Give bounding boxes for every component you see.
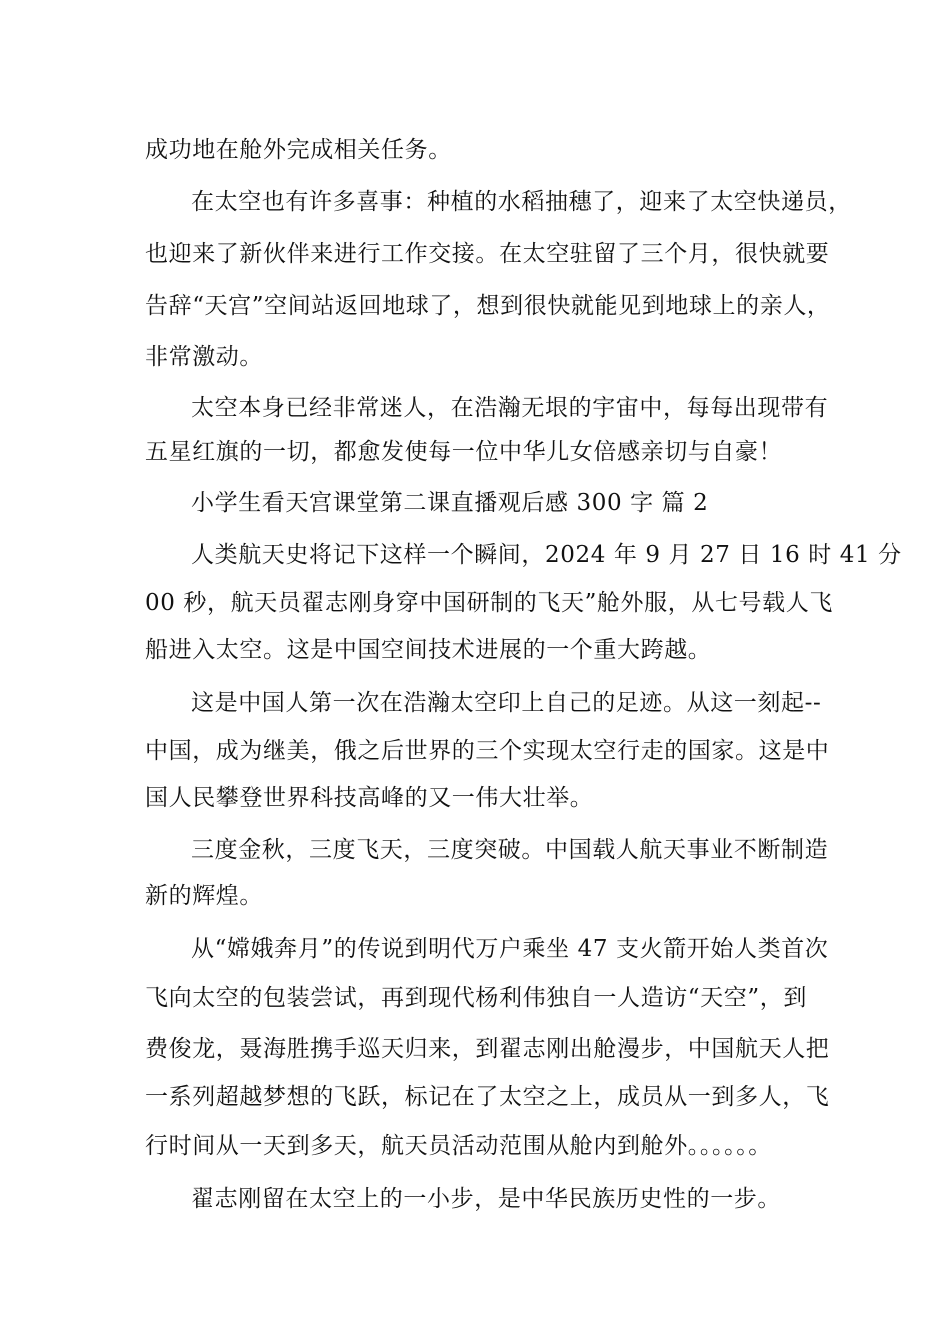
text-line-21: 行时间从一天到多天，航天员活动范围从舱内到舱外。。。。。。 bbox=[145, 1133, 772, 1159]
text-line-7: 五星红旗的一切，都愈发使每一位中华儿女倍感亲切与自豪！ bbox=[145, 439, 783, 465]
text-line-3: 也迎来了新伙伴来进行工作交接。在太空驻留了三个月，很快就要 bbox=[145, 241, 830, 267]
text-line-18: 飞向太空的包装尝试，再到现代杨利伟独自一人造访“天空”，到 bbox=[145, 985, 807, 1011]
text-line-4: 告辞“天宫”空间站返回地球了，想到很快就能见到地球上的亲人， bbox=[145, 293, 831, 319]
text-line-9: 人类航天史将记下这样一个瞬间，2024 年 9 月 27 日 16 时 41 分 bbox=[191, 542, 902, 568]
text-line-20: 一系列超越梦想的飞跃，标记在了太空之上，成员从一到多人，飞 bbox=[145, 1084, 830, 1110]
text-line-13: 中国，成为继美，俄之后世界的三个实现太空行走的国家。这是中 bbox=[145, 738, 830, 764]
text-line-19: 费俊龙，聂海胜携手巡天归来，到翟志刚出舱漫步，中国航天人把 bbox=[145, 1036, 830, 1062]
text-line-2: 在太空也有许多喜事：种植的水稻抽穗了，迎来了太空快递员， bbox=[191, 189, 852, 215]
text-line-10: 00 秒，航天员翟志刚身穿中国研制的飞天”舱外服，从七号载人飞 bbox=[145, 590, 833, 616]
text-line-6: 太空本身已经非常迷人，在浩瀚无垠的宇宙中，每每出现带有 bbox=[191, 395, 829, 421]
text-line-16: 新的辉煌。 bbox=[145, 883, 263, 909]
text-line-12: 这是中国人第一次在浩瀚太空印上自己的足迹。从这一刻起-- bbox=[191, 690, 822, 716]
text-line-11: 船进入太空。这是中国空间技术进展的一个重大跨越。 bbox=[145, 637, 712, 663]
text-line-14: 国人民攀登世界科技高峰的又一伟大壮举。 bbox=[145, 785, 594, 811]
text-line-22: 翟志刚留在太空上的一小步，是中华民族历史性的一步。 bbox=[191, 1186, 781, 1212]
text-line-15: 三度金秋，三度飞天，三度突破。中国载人航天事业不断制造 bbox=[191, 837, 829, 863]
text-line-1: 成功地在舱外完成相关任务。 bbox=[145, 137, 452, 163]
text-line-17: 从“嫦娥奔月”的传说到明代万户乘坐 47 支火箭开始人类首次 bbox=[191, 936, 829, 962]
section-heading: 小学生看天宫课堂第二课直播观后感 300 字 篇 2 bbox=[191, 490, 709, 516]
text-line-5: 非常激动。 bbox=[145, 344, 263, 370]
